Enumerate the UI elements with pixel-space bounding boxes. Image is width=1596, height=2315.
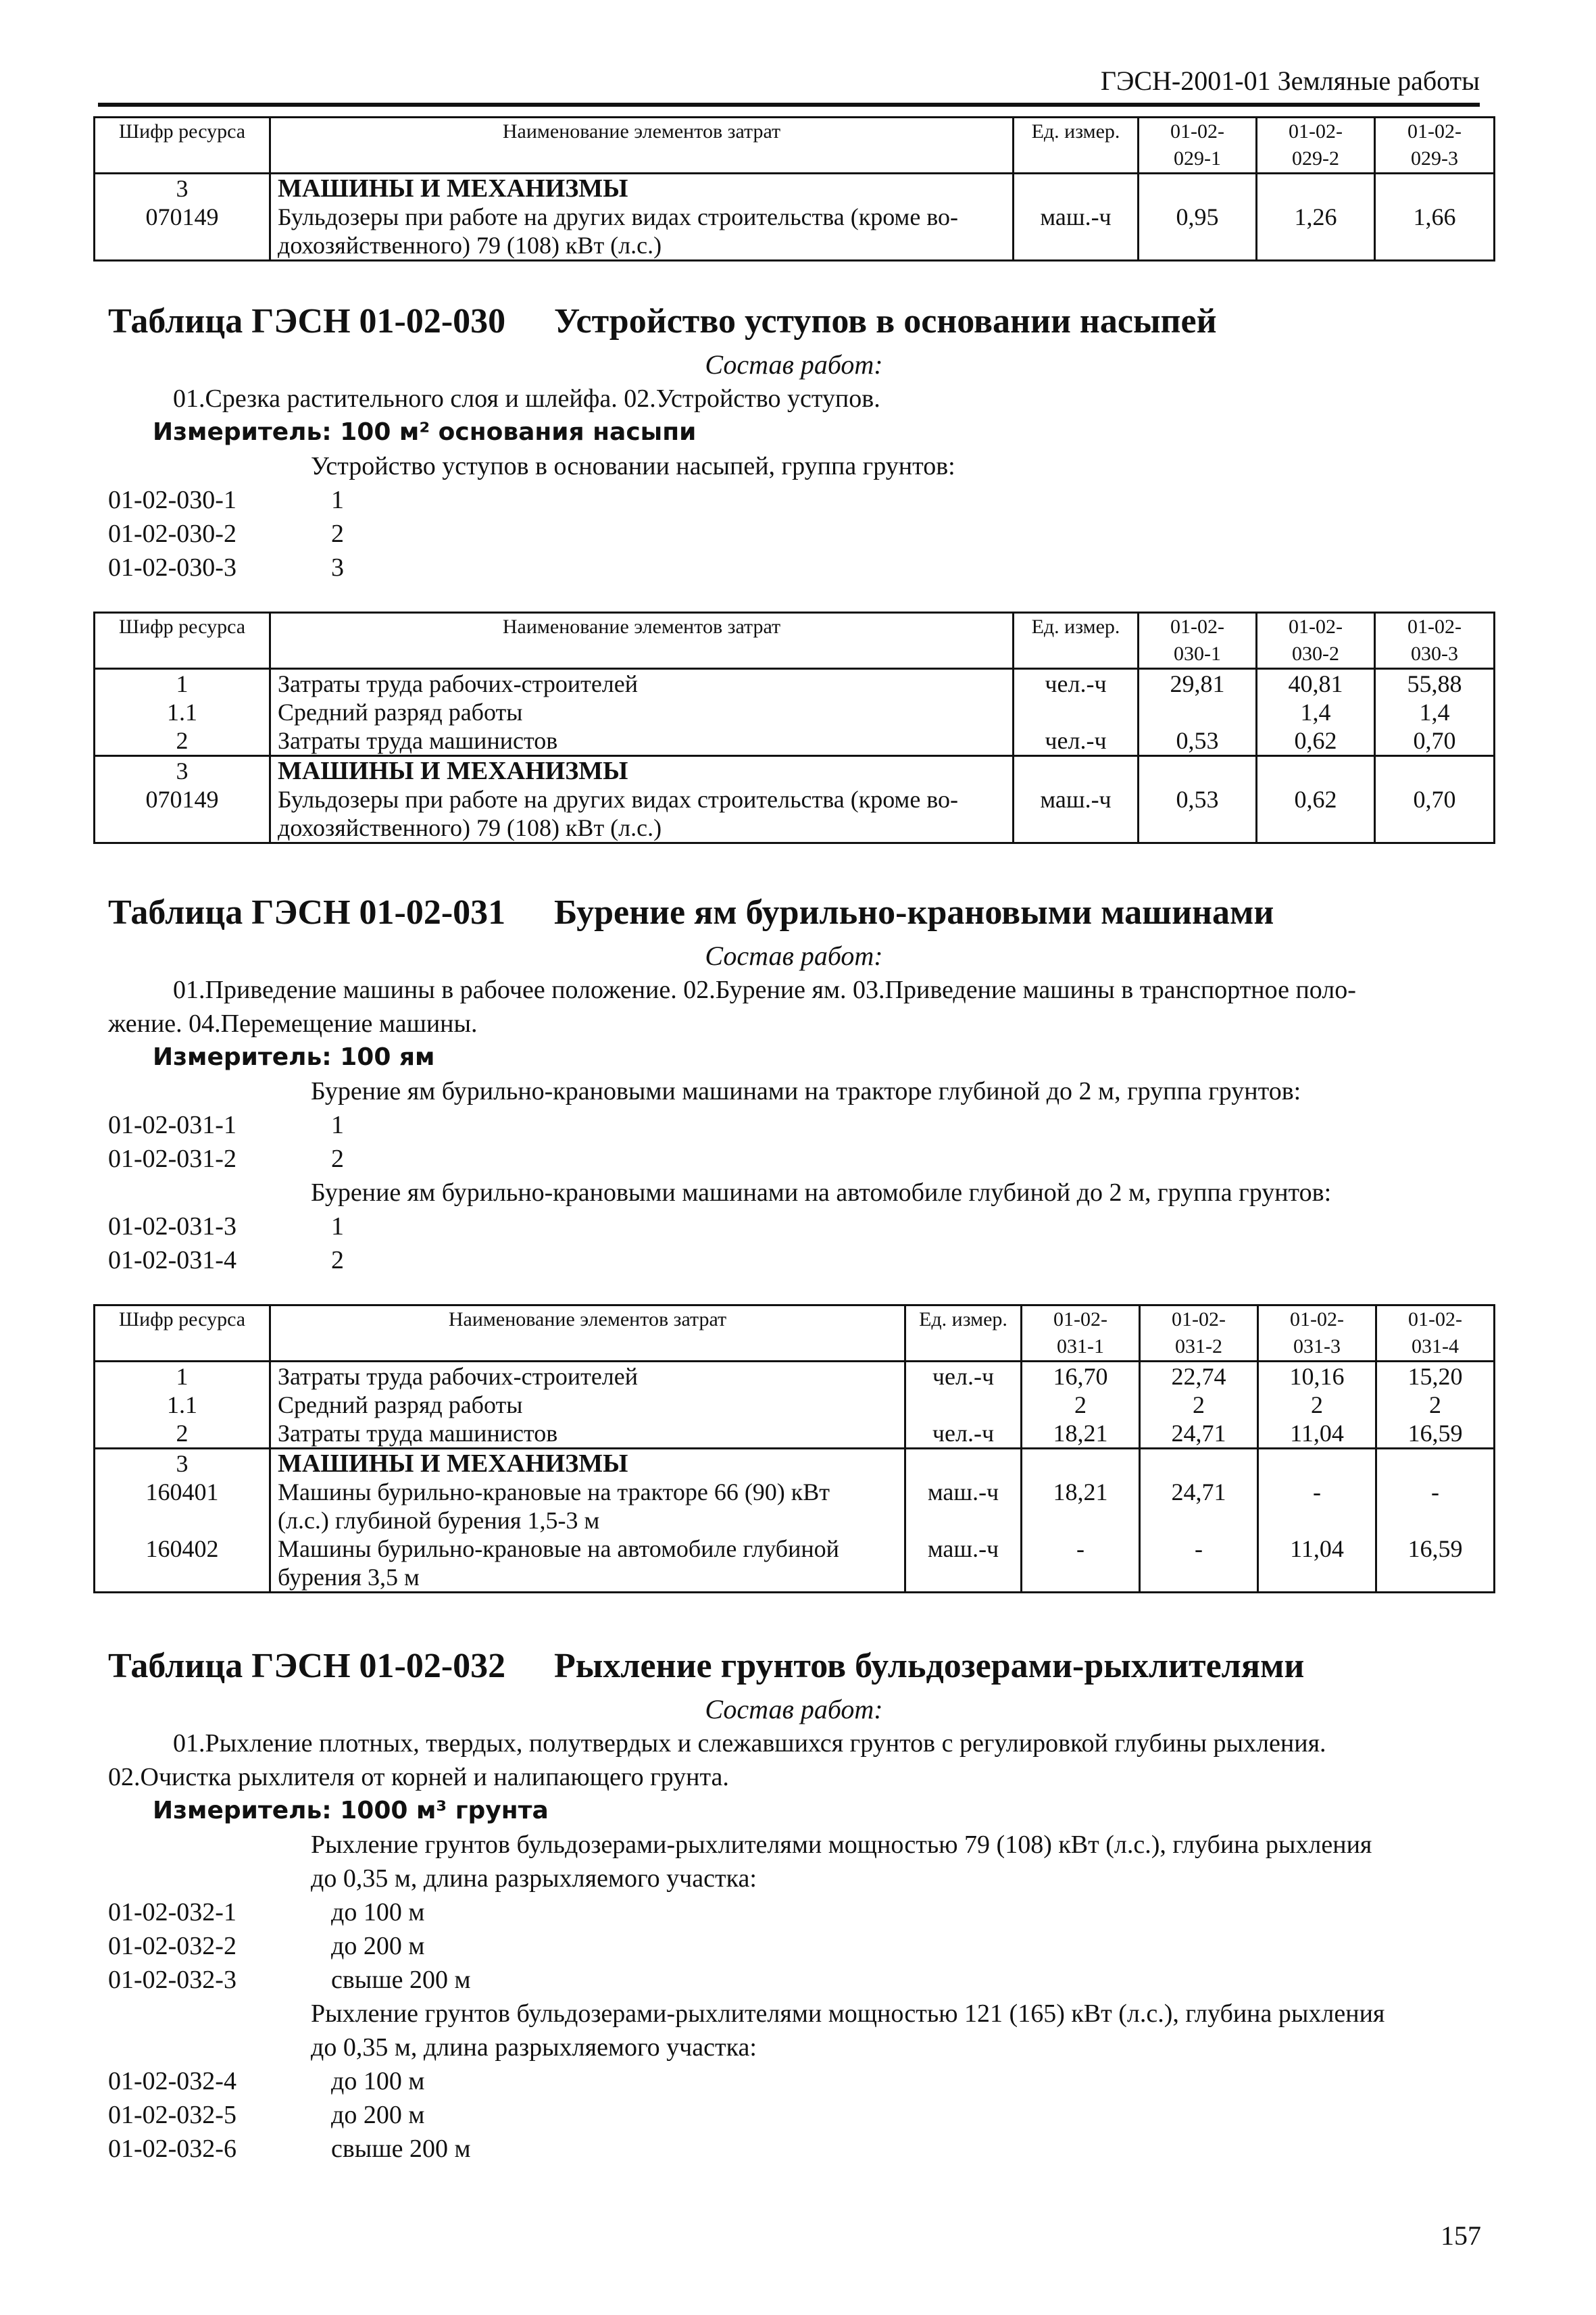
value-cell: 55,88 [1375,669,1495,699]
value-cell: 1,26 [1257,203,1375,261]
col-name: Наименование элементов затрат [270,1305,905,1362]
cost-element-name-cell: МАШИНЫ И МЕХАНИЗМЫ [270,1449,905,1478]
list-item [108,1243,1480,1277]
norm-code: 01-02-030-3 [108,553,236,582]
col-name: Наименование элементов затрат [270,613,1014,669]
norm-code: 01-02-030-1 [108,486,236,514]
norm-description: 2 [331,1246,344,1274]
col-code: 01-02- 031-3 [1258,1305,1376,1362]
cost-element-name-cell: Бульдозеры при работе на других видах строительства (кроме во- дохозяйственного) 79 (108) кВт (л.с.) [270,203,1014,261]
norm-code: 01-02-031-4 [108,1246,236,1274]
unit-cell [905,1391,1022,1419]
table-number: Таблица ГЭСН 01-02-030 [108,302,506,341]
intro-text: Бурение ям бурильно-крановыми машинами на автомобиле глубиной до 2 м, группа грунтов: [311,1178,1332,1207]
list-item [108,2064,1480,2098]
table-row [95,1391,1495,1419]
value-cell: 0,70 [1375,726,1495,756]
list-item [108,551,1480,584]
norm-code: 01-02-031-3 [108,1212,236,1241]
value-cell: - [1022,1535,1140,1593]
norm-code: 01-02-032-5 [108,2101,236,2129]
col-code: 01-02- 030-2 [1257,613,1375,669]
list-item [108,517,1480,551]
col-code: 01-02- 030-3 [1375,613,1495,669]
table-row [95,1535,1495,1593]
norm-description: до 100 м [331,1898,425,1926]
col-code: 01-02- 031-1 [1022,1305,1140,1362]
norm-description: 2 [331,1145,344,1173]
value-cell: 0,95 [1139,203,1257,261]
meter-label: Измеритель: [153,418,332,446]
norm-code: 01-02-030-2 [108,520,236,548]
list-item [108,1929,1480,1963]
value-cell [1140,1449,1258,1478]
col-unit: Ед. измер. [1014,613,1139,669]
resource-code-cell: 1 [95,669,270,699]
norm-description: свыше 200 м [331,1966,471,1994]
value-cell: 11,04 [1258,1419,1376,1449]
norm-code: 01-02-032-2 [108,1932,236,1960]
header-rule [98,103,1480,107]
page-number: 157 [1441,2220,1481,2251]
table-row [95,756,1495,786]
cost-element-name-cell: Машины бурильно-крановые на тракторе 66 (90) кВт (л.с.) глубиной бурения 1,5-3 м [270,1478,905,1535]
cost-element-name-cell: Машины бурильно-крановые на автомобиле глубиной бурения 3,5 м [270,1535,905,1593]
cost-element-name-cell: МАШИНЫ И МЕХАНИЗМЫ [270,174,1014,203]
value-cell [1139,698,1257,726]
value-cell: 2 [1258,1391,1376,1419]
table-number: Таблица ГЭСН 01-02-031 [108,893,506,932]
norm-description: свыше 200 м [331,2135,471,2163]
value-cell: 16,59 [1376,1419,1495,1449]
col-resource: Шифр ресурса [95,613,270,669]
resource-code-cell: 3 [95,1449,270,1478]
norm-code: 01-02-032-6 [108,2135,236,2163]
value-cell: 24,71 [1140,1478,1258,1535]
composition-label: Состав работ: [705,1694,883,1724]
value-cell: 0,53 [1139,726,1257,756]
table-title: Устройство уступов в основании насыпей [554,302,1217,341]
col-name: Наименование элементов затрат [270,118,1014,174]
value-cell: 16,59 [1376,1535,1495,1593]
resource-code-cell: 2 [95,726,270,756]
section-031 [108,892,1480,1277]
resource-code-cell: 3 [95,174,270,203]
list-item [108,483,1480,517]
resource-code-cell: 1.1 [95,1391,270,1419]
unit-cell [1014,174,1139,203]
cost-element-name-cell: Затраты труда машинистов [270,1419,905,1449]
list-item [108,1142,1480,1176]
resource-code-cell: 3 [95,756,270,786]
value-cell [1257,756,1375,786]
composition-text: 01.Срезка растительного слоя и шлейфа. 02.Устройство уступов. [173,384,880,413]
unit-cell [1014,698,1139,726]
value-cell [1022,1449,1140,1478]
composition-text: 01.Рыхление плотных, твердых, полутвердых и слежавшихся грунтов с регулировкой глубины рыхления. 02.Очистка рыхлителя от корней и налипающего грунта. [108,1729,1326,1791]
code-list [108,1210,1480,1277]
resource-code-cell: 2 [95,1419,270,1449]
table-row [95,1478,1495,1535]
meter [108,1041,1480,1074]
code-list [108,1108,1480,1176]
resource-code-cell: 070149 [95,203,270,261]
list-item [108,1210,1480,1243]
col-resource: Шифр ресурса [95,118,270,174]
col-unit: Ед. измер. [1014,118,1139,174]
cost-element-name-cell: Бульдозеры при работе на других видах строительства (кроме во- дохозяйственного) 79 (108) кВт (л.с.) [270,785,1014,843]
meter [108,1794,1480,1828]
table-row [95,203,1495,261]
col-code: 01-02- 029-3 [1375,118,1495,174]
section-030 [108,301,1480,584]
table-row [95,698,1495,726]
value-cell: 18,21 [1022,1478,1140,1535]
unit-cell: маш.-ч [1014,785,1139,843]
col-code: 01-02- 031-4 [1376,1305,1495,1362]
intro-text: Рыхление грунтов бульдозерами-рыхлителями мощностью 79 (108) кВт (л.с.), глубина рыхления до 0,35 м, длина разрыхляемого участка: [311,1831,1372,1893]
cost-element-name-cell: Затраты труда рабочих-строителей [270,669,1014,699]
value-cell: 10,16 [1258,1362,1376,1391]
col-code: 01-02- 029-1 [1139,118,1257,174]
unit-cell: маш.-ч [905,1478,1022,1535]
section-title [108,892,1480,934]
resource-code-cell: 1.1 [95,698,270,726]
running-header: ГЭСН-2001-01 Земляные работы [1100,66,1480,96]
unit-cell: чел.-ч [1014,669,1139,699]
norm-code: 01-02-031-2 [108,1145,236,1173]
table-title: Рыхление грунтов бульдозерами-рыхлителями [554,1647,1305,1685]
unit-cell: чел.-ч [905,1362,1022,1391]
meter-value: 100 ям [340,1043,435,1071]
meter-value: 100 м² основания насыпи [340,418,697,446]
value-cell: 0,70 [1375,785,1495,843]
composition-label: Состав работ: [705,941,883,971]
table-row [95,174,1495,203]
resource-code-cell: 160401 [95,1478,270,1535]
value-cell: 1,4 [1375,698,1495,726]
value-cell: 2 [1140,1391,1258,1419]
norm-description: до 100 м [331,2067,425,2095]
resource-code-cell: 070149 [95,785,270,843]
cost-element-name-cell: Затраты труда рабочих-строителей [270,1362,905,1391]
list-item [108,1108,1480,1142]
table-029-continuation [93,116,1495,262]
unit-cell [1014,756,1139,786]
cost-element-name-cell: Средний разряд работы [270,1391,905,1419]
value-cell: - [1376,1478,1495,1535]
norm-description: 1 [331,1212,344,1241]
composition-label: Состав работ: [705,349,883,380]
value-cell [1375,174,1495,203]
col-code: 01-02- 030-1 [1139,613,1257,669]
value-cell: 15,20 [1376,1362,1495,1391]
list-item [108,2132,1480,2166]
value-cell: 0,62 [1257,785,1375,843]
section-title [108,1645,1480,1687]
value-cell: - [1258,1478,1376,1535]
code-list [108,483,1480,584]
composition-text: 01.Приведение машины в рабочее положение. 02.Бурение ям. 03.Приведение машины в транспортное поло- жение. 04.Перемещение машины. [108,976,1356,1038]
value-cell: 16,70 [1022,1362,1140,1391]
value-cell: 40,81 [1257,669,1375,699]
col-code: 01-02- 029-2 [1257,118,1375,174]
section-title [108,301,1480,343]
value-cell: 0,62 [1257,726,1375,756]
unit-cell [905,1449,1022,1478]
cost-element-name-cell: Средний разряд работы [270,698,1014,726]
norm-code: 01-02-031-1 [108,1111,236,1139]
value-cell: 2 [1022,1391,1140,1419]
intro-text: Устройство уступов в основании насыпей, группа грунтов: [311,452,955,480]
table-031 [93,1304,1495,1593]
cost-element-name-cell: Затраты труда машинистов [270,726,1014,756]
norm-code: 01-02-032-3 [108,1966,236,1994]
norm-description: до 200 м [331,2101,425,2129]
norm-description: 2 [331,520,344,548]
value-cell [1375,756,1495,786]
value-cell [1376,1449,1495,1478]
norm-code: 01-02-032-4 [108,2067,236,2095]
value-cell: 11,04 [1258,1535,1376,1593]
value-cell: 22,74 [1140,1362,1258,1391]
col-resource: Шифр ресурса [95,1305,270,1362]
col-code: 01-02- 031-2 [1140,1305,1258,1362]
table-row [95,1362,1495,1391]
value-cell [1258,1449,1376,1478]
list-item [108,2098,1480,2132]
value-cell: 1,66 [1375,203,1495,261]
unit-cell: маш.-ч [1014,203,1139,261]
unit-cell: чел.-ч [1014,726,1139,756]
value-cell: - [1140,1535,1258,1593]
unit-cell: чел.-ч [905,1419,1022,1449]
norm-description: до 200 м [331,1932,425,1960]
meter-label: Измеритель: [153,1797,332,1824]
table-row [95,669,1495,699]
code-list [108,2064,1480,2166]
list-item [108,1895,1480,1929]
value-cell: 18,21 [1022,1419,1140,1449]
resource-code-cell: 160402 [95,1535,270,1593]
norm-code: 01-02-032-1 [108,1898,236,1926]
unit-cell: маш.-ч [905,1535,1022,1593]
meter-value: 1000 м³ грунта [340,1797,549,1824]
code-list [108,1895,1480,1997]
table-title: Бурение ям бурильно-крановыми машинами [554,893,1274,932]
value-cell [1257,174,1375,203]
table-row [95,726,1495,756]
meter [108,416,1480,449]
value-cell: 0,53 [1139,785,1257,843]
intro-text: Бурение ям бурильно-крановыми машинами на тракторе глубиной до 2 м, группа грунтов: [311,1077,1301,1105]
table-row [95,785,1495,843]
value-cell [1139,174,1257,203]
table-030 [93,612,1495,844]
norm-description: 1 [331,486,344,514]
col-unit: Ед. измер. [905,1305,1022,1362]
section-032 [108,1645,1480,2166]
resource-code-cell: 1 [95,1362,270,1391]
value-cell: 2 [1376,1391,1495,1419]
value-cell: 29,81 [1139,669,1257,699]
intro-text: Рыхление грунтов бульдозерами-рыхлителями мощностью 121 (165) кВт (л.с.), глубина рыхления до 0,35 м, длина разрыхляемого участка: [311,1999,1385,2062]
table-number: Таблица ГЭСН 01-02-032 [108,1647,506,1685]
table-row [95,1419,1495,1449]
list-item [108,1963,1480,1997]
norm-description: 1 [331,1111,344,1139]
value-cell: 1,4 [1257,698,1375,726]
value-cell: 24,71 [1140,1419,1258,1449]
norm-description: 3 [331,553,344,582]
cost-element-name-cell: МАШИНЫ И МЕХАНИЗМЫ [270,756,1014,786]
meter-label: Измеритель: [153,1043,332,1071]
table-row [95,1449,1495,1478]
value-cell [1139,756,1257,786]
